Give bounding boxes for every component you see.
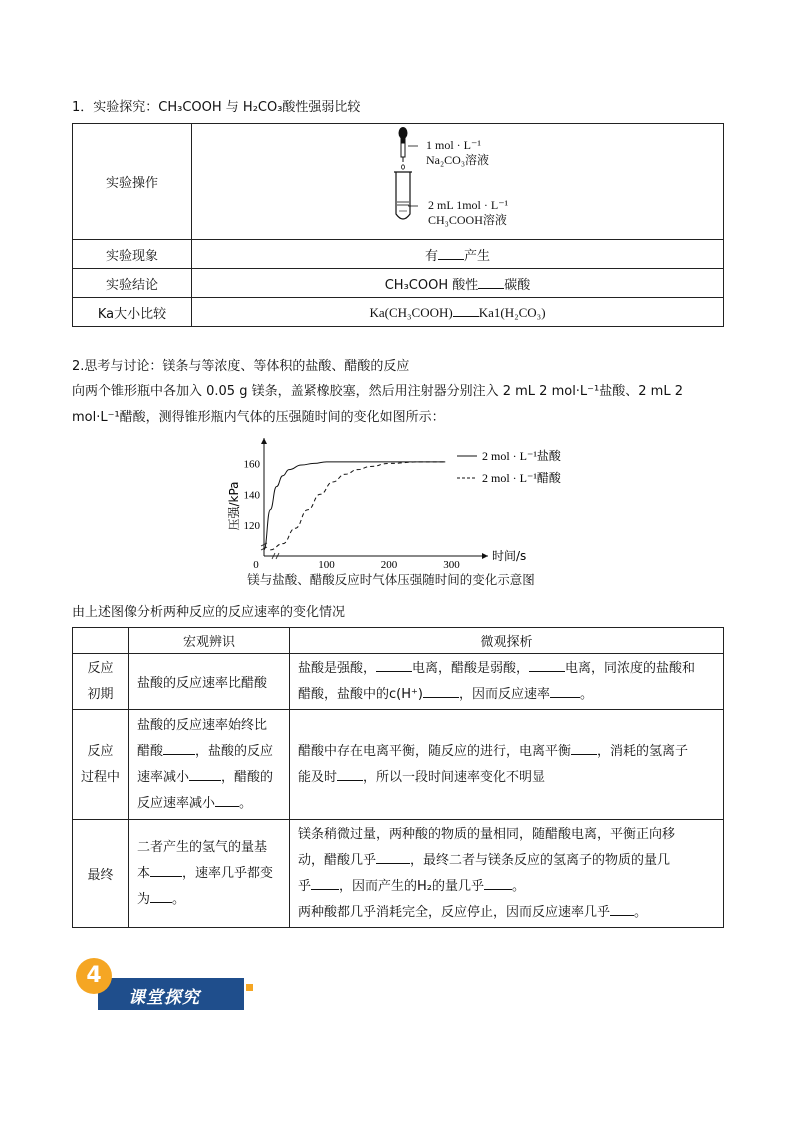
- analysis-table: [72, 627, 724, 928]
- x-tick-label: 200: [380, 559, 398, 571]
- text-segment: 。: [579, 686, 593, 702]
- banner-accent-square: [246, 984, 253, 991]
- stage-initial-line1: 反应: [87, 660, 114, 676]
- stage-during: [73, 710, 129, 820]
- fill-blank[interactable]: [376, 659, 412, 672]
- fill-blank[interactable]: [571, 742, 597, 755]
- text-segment: 盐酸是强酸，: [298, 660, 377, 676]
- series-line-1: [264, 462, 445, 550]
- legend-label-2: 2 mol · L⁻¹醋酸: [482, 471, 561, 485]
- macro-final: [129, 820, 290, 928]
- dropper-label: [426, 138, 489, 168]
- text-segment: 。: [634, 904, 648, 920]
- series-line-2: [270, 462, 445, 550]
- text-segment: 电离，同浓度的盐酸和: [565, 660, 696, 676]
- chart-series-group: [264, 462, 445, 550]
- x-axis-arrow: [482, 553, 488, 559]
- text-segment: 动，醋酸几乎: [298, 852, 377, 868]
- micro-initial: [290, 654, 724, 710]
- fill-blank[interactable]: [150, 864, 182, 877]
- stage-initial: [73, 654, 129, 710]
- fill-blank[interactable]: [478, 276, 504, 289]
- fill-blank[interactable]: [150, 890, 172, 903]
- micro-during: [290, 710, 724, 820]
- fill-blank[interactable]: [163, 742, 195, 755]
- y-axis-arrow: [261, 438, 267, 444]
- conclusion-pre: CH₃COOH 酸性: [384, 277, 479, 293]
- text-segment: ，盐酸的反应: [195, 743, 274, 759]
- fill-blank[interactable]: [484, 877, 512, 890]
- section2-heading: 2.思考与讨论：镁条与等浓度、等体积的盐酸、醋酸的反应: [72, 359, 410, 374]
- y-tick-label: 120: [243, 520, 260, 533]
- text-segment: 本: [137, 865, 151, 881]
- macro-during-line1: 盐酸的反应速率始终比: [137, 717, 268, 733]
- header-macro: 宏观辨识: [129, 628, 290, 654]
- text-segment: 电离，醋酸是弱酸，: [412, 660, 530, 676]
- tube-label: [428, 198, 508, 228]
- stage-during-line2: 过程中: [80, 769, 120, 785]
- y-axis-label: 压强/kPa: [227, 481, 241, 531]
- text-segment: 醋酸: [137, 743, 164, 759]
- dropper-solution: Na₂CO₃溶液: [426, 153, 490, 167]
- analysis-intro: 由上述图像分析两种反应的反应速率的变化情况: [72, 605, 346, 620]
- fill-blank[interactable]: [337, 768, 363, 781]
- stage-initial-line2: 初期: [87, 686, 114, 702]
- micro-final: [290, 820, 724, 928]
- text-segment: ，醋酸的: [221, 769, 274, 785]
- macro-during-line3: [137, 765, 289, 791]
- text-segment: ，最终二者与镁条反应的氢离子的物质的量几: [410, 852, 671, 868]
- text-segment: 醋酸，盐酸中的c(H⁺): [298, 686, 423, 702]
- tube-concentration: 2 mL 1mol · L⁻¹: [428, 198, 509, 212]
- fill-blank[interactable]: [215, 794, 239, 807]
- text-segment: 。: [239, 795, 253, 811]
- micro-final-line1: 镁条稍微过量，两种酸的物质的量相同，随醋酸电离，平衡正向移: [298, 826, 676, 842]
- macro-final-line2: [137, 861, 289, 887]
- text-segment: 乎: [298, 878, 312, 894]
- text-segment: ，速率几乎都变: [182, 865, 274, 881]
- macro-during-line4: [137, 791, 289, 817]
- text-segment: 反应速率减小: [137, 795, 216, 811]
- apparatus-cell: [192, 124, 724, 240]
- pressure-time-chart: [226, 436, 576, 588]
- fill-blank[interactable]: [376, 851, 410, 864]
- macro-final-line1: 二者产生的氢气的量基: [137, 839, 268, 855]
- row-label-conclusion: 实验结论: [73, 269, 192, 298]
- section1-heading: 1．实验探究：CH₃COOH 与 H₂CO₃酸性强弱比较: [72, 100, 361, 115]
- banner-number-badge: 4: [76, 958, 112, 994]
- section2-paragraph-line2: mol·L⁻¹醋酸，测得锥形瓶内气体的压强随时间的变化如图所示：: [72, 410, 445, 425]
- ka-pre: Ka(CH₃COOH): [369, 304, 453, 320]
- row-label-phenomenon: 实验现象: [73, 240, 192, 269]
- phenomenon-post: 产生: [464, 248, 491, 264]
- phenomenon-pre: 有: [424, 248, 438, 264]
- text-segment: ，所以一段时间速率变化不明显: [363, 769, 546, 785]
- text-segment: ，因而产生的H₂的量几乎: [339, 878, 485, 894]
- y-tick-label: 140: [243, 489, 260, 502]
- row-label-operation: 实验操作: [73, 124, 192, 240]
- fill-blank[interactable]: [189, 768, 221, 781]
- y-tick-label: 160: [243, 458, 260, 471]
- x-tick-label: 0: [253, 559, 259, 571]
- micro-final-line4: [298, 900, 723, 926]
- micro-initial-line2: [298, 682, 723, 708]
- text-segment: ，因而反应速率: [458, 686, 550, 702]
- fill-blank[interactable]: [438, 247, 464, 260]
- stage-final: 最终: [73, 820, 129, 928]
- text-segment: 能及时: [298, 769, 338, 785]
- text-segment: 两种酸都几乎消耗完全，反应停止，因而反应速率几乎: [298, 904, 611, 920]
- section2-paragraph-line1: 向两个锥形瓶中各加入 0.05 g 镁条，盖紧橡胶塞，然后用注射器分别注入 2 mL 2 mol·L⁻¹盐酸、2 mL 2: [72, 384, 683, 399]
- section-banner: [76, 958, 256, 1014]
- macro-during: [129, 710, 290, 820]
- micro-initial-line1: [298, 656, 723, 682]
- micro-during-line1: [298, 739, 723, 765]
- header-micro: 微观探析: [290, 628, 724, 654]
- fill-blank[interactable]: [610, 903, 634, 916]
- ka-value: [192, 298, 724, 327]
- phenomenon-value: [192, 240, 724, 269]
- tube-solution: CH₃COOH溶液: [428, 213, 507, 227]
- text-segment: ，消耗的氢离子: [597, 743, 689, 759]
- micro-final-line3: [298, 874, 723, 900]
- conclusion-value: [192, 269, 724, 298]
- text-segment: 。: [512, 878, 526, 894]
- micro-during-line2: [298, 765, 723, 791]
- fill-blank[interactable]: [453, 304, 479, 317]
- header-empty: [73, 628, 129, 654]
- x-axis-label: 时间/s: [492, 549, 527, 563]
- stage-during-line1: 反应: [87, 743, 114, 759]
- fill-blank[interactable]: [311, 877, 339, 890]
- fill-blank[interactable]: [423, 685, 459, 698]
- ka-post: Ka1(H₂CO₃): [478, 304, 546, 320]
- macro-final-line3: [137, 887, 289, 913]
- micro-final-line2: [298, 848, 723, 874]
- text-segment: 为: [137, 891, 151, 907]
- macro-initial: 盐酸的反应速率比醋酸: [129, 654, 290, 710]
- row-label-ka: Ka大小比较: [73, 298, 192, 327]
- conclusion-post: 碳酸: [504, 277, 531, 293]
- fill-blank[interactable]: [550, 685, 580, 698]
- chart-legend: [457, 448, 562, 485]
- text-segment: 。: [172, 891, 186, 907]
- x-tick-label: 100: [318, 559, 335, 571]
- x-tick-label: 300: [443, 559, 460, 571]
- text-segment: 速率减小: [137, 769, 190, 785]
- banner-title: 课堂探究: [128, 988, 200, 1008]
- chart-caption: 镁与盐酸、醋酸反应时气体压强随时间的变化示意图: [247, 572, 535, 587]
- dropper-concentration: 1 mol · L⁻¹: [426, 138, 481, 152]
- macro-during-line2: [137, 739, 289, 765]
- experiment-table: [72, 123, 724, 327]
- text-segment: 醋酸中存在电离平衡，随反应的进行，电离平衡: [298, 743, 572, 759]
- fill-blank[interactable]: [529, 659, 565, 672]
- label-leader-lines: [404, 138, 424, 218]
- legend-label-1: 2 mol · L⁻¹盐酸: [482, 449, 561, 463]
